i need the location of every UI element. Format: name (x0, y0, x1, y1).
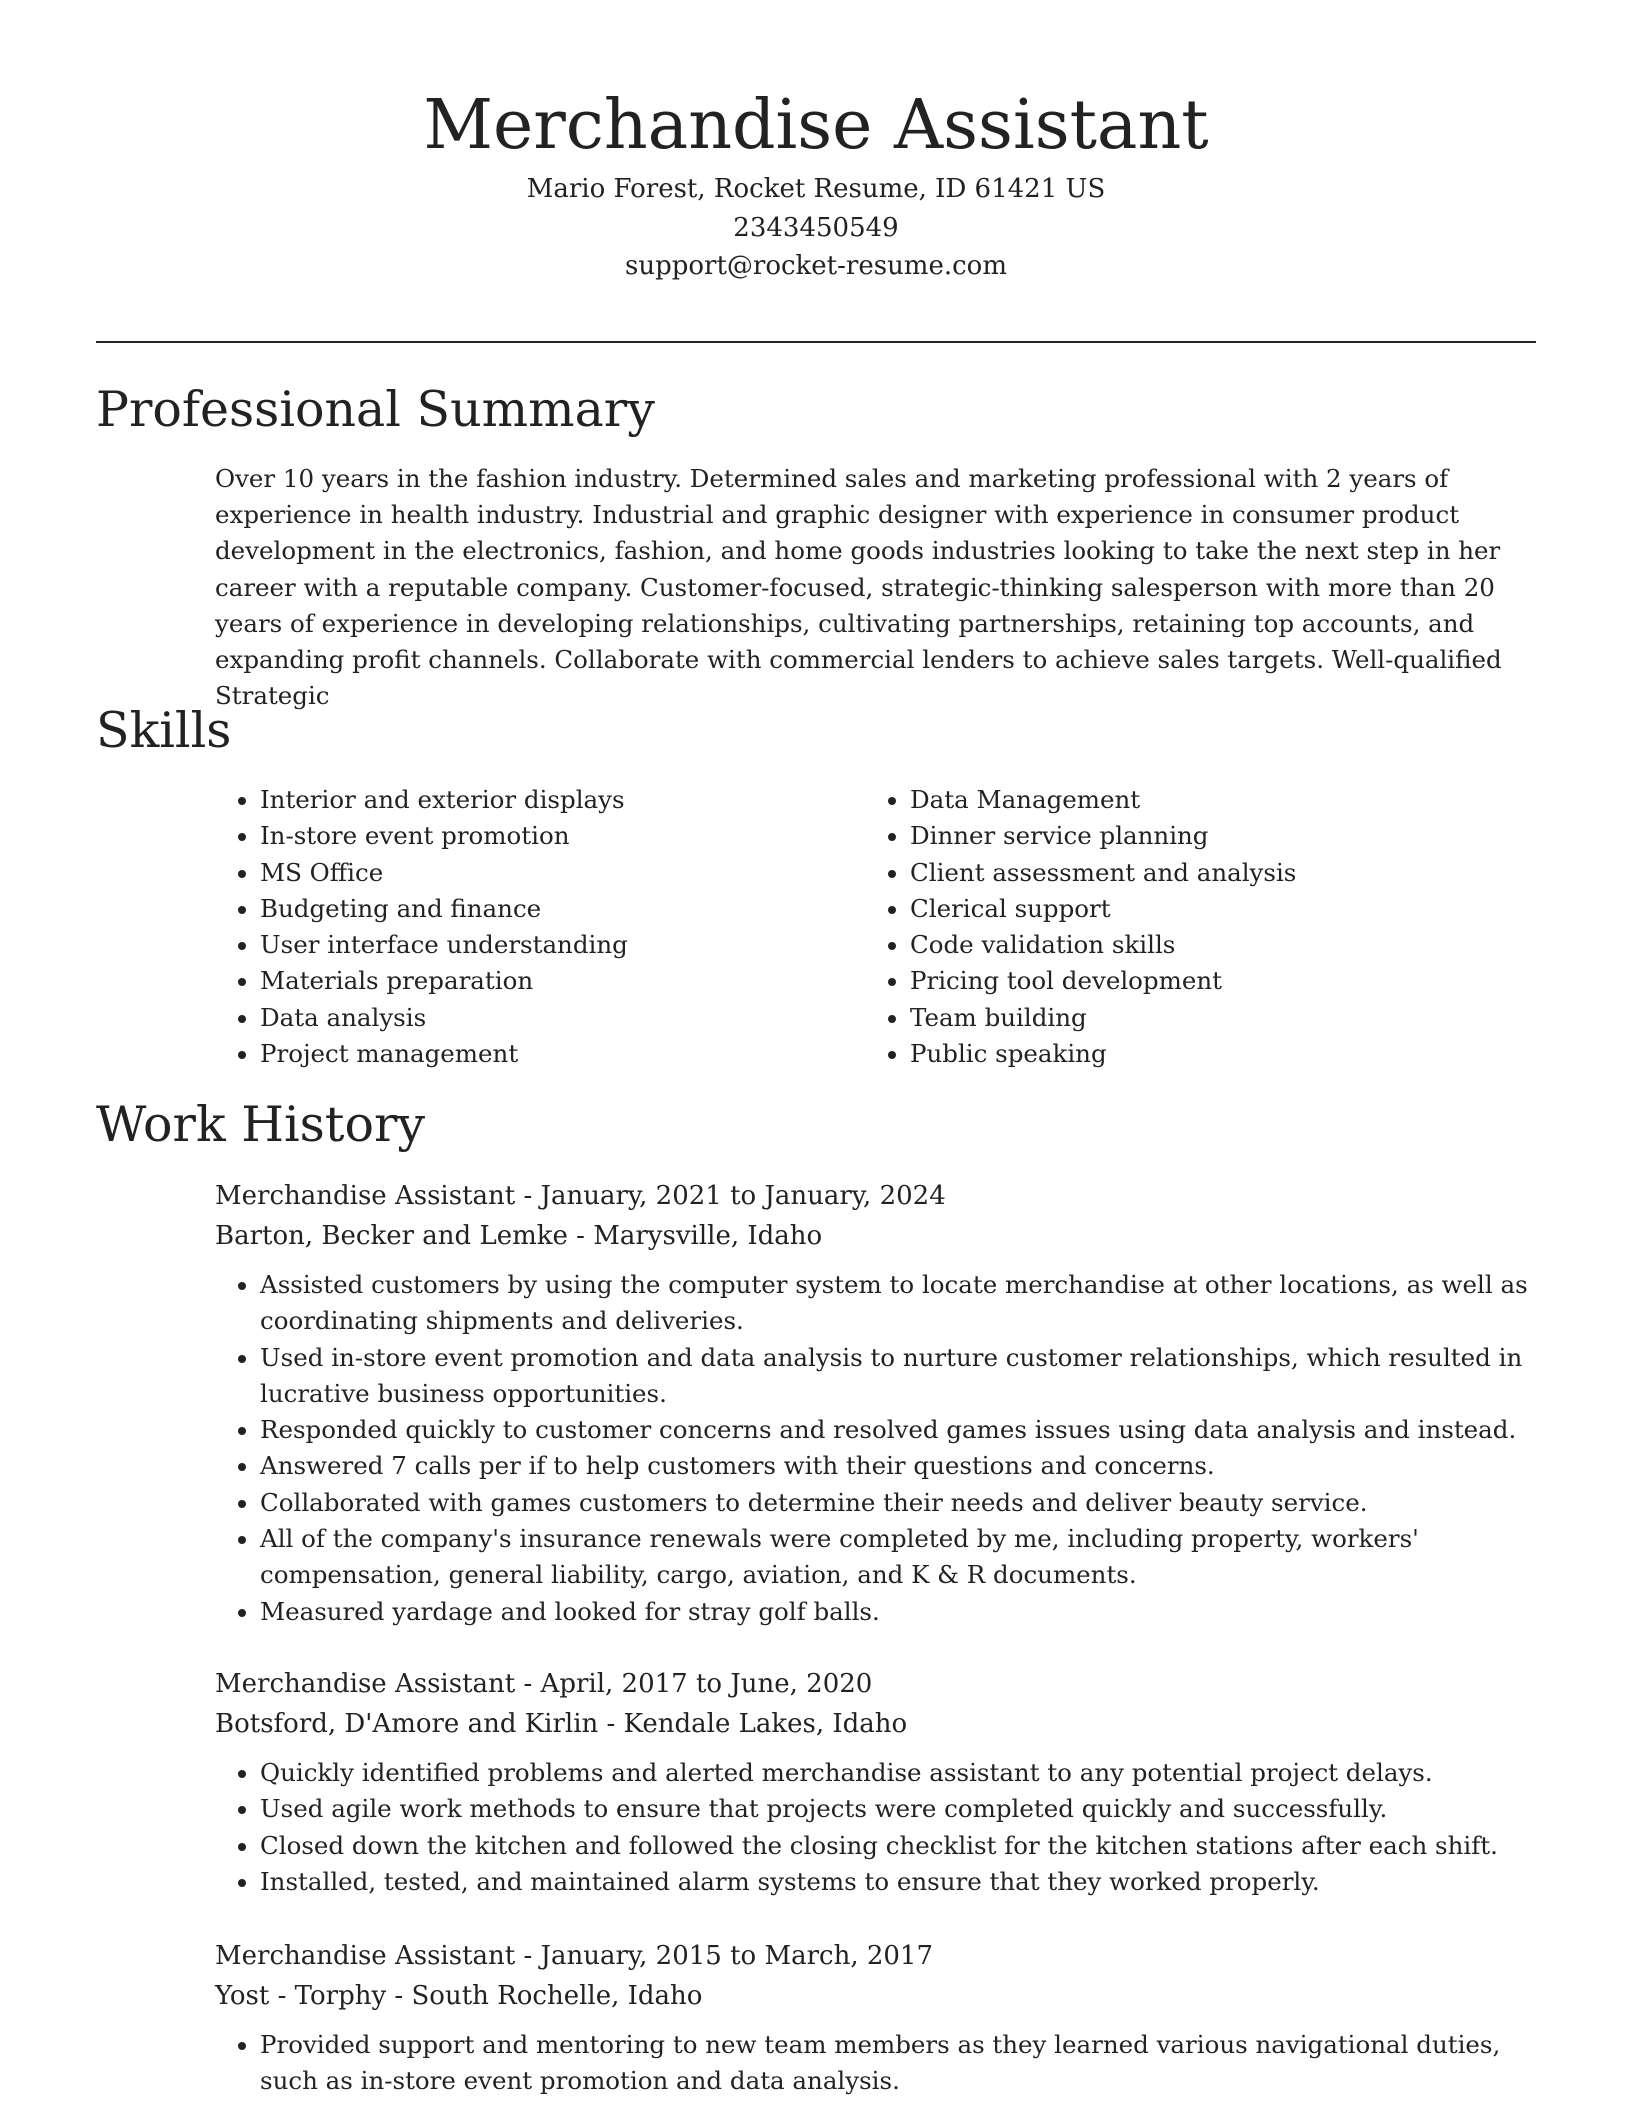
job-title: Merchandise Assistant (215, 1941, 516, 1971)
job-bullet: • Assisted customers by using the computer system to locate merchandise at other locations, as well as coordinating shipments and deliveries. (260, 1267, 1545, 1340)
job-title: Merchandise Assistant (215, 1181, 516, 1211)
skill-item: • Interior and exterior displays (260, 782, 820, 818)
job-title-line: Merchandise Assistant - April, 2017 to June, 2020 (215, 1669, 873, 1699)
job-bullets (215, 2027, 1545, 2100)
skill-item: • Clerical support (910, 891, 1510, 927)
skill-item: • Client assessment and analysis (910, 855, 1510, 891)
job-bullet: • Used in-store event promotion and data analysis to nurture customer relationships, which resulted in lucrative business opportunities. (260, 1340, 1545, 1413)
job-bullet: • Installed, tested, and maintained alarm systems to ensure that they worked properly. (260, 1864, 1545, 1900)
job-dates: January, 2015 to March, 2017 (540, 1941, 934, 1971)
skill-item: • Data Management (910, 782, 1510, 818)
skill-item: • Pricing tool development (910, 963, 1510, 999)
skill-item: • Budgeting and finance (260, 891, 820, 927)
job-company: Barton, Becker and Lemke (215, 1221, 568, 1251)
skills-list-right (865, 782, 1510, 1072)
skills-list-left (215, 782, 820, 1072)
job-title-line: Merchandise Assistant - January, 2015 to March, 2017 (215, 1941, 934, 1971)
job-bullet: • Measured yardage and looked for stray golf balls. (260, 1594, 1545, 1630)
job-title-line: Merchandise Assistant - January, 2021 to January, 2024 (215, 1181, 946, 1211)
job-bullets (215, 1267, 1545, 1630)
skill-item: • MS Office (260, 855, 820, 891)
skills-heading: Skills (96, 702, 232, 759)
job-bullet: • Provided support and mentoring to new team members as they learned various navigational duties, such as in-store event promotion and data analysis. (260, 2027, 1545, 2100)
resume-title: Merchandise Assistant (423, 86, 1209, 165)
skill-item: • Project management (260, 1036, 820, 1072)
job-bullet: • All of the company's insurance renewals were completed by me, including property, workers' compensation, general liability, cargo, aviation, and K & R documents. (260, 1521, 1545, 1594)
job-location: South Rochelle, Idaho (411, 1981, 703, 2011)
job-entry (215, 1936, 1545, 2100)
summary-heading: Professional Summary (96, 381, 655, 438)
job-bullet: • Collaborated with games customers to determine their needs and deliver beauty service. (260, 1485, 1545, 1521)
contact-phone: 2343450549 (733, 212, 899, 243)
job-entry (215, 1664, 1545, 1900)
job-company-line: Yost - Torphy - South Rochelle, Idaho (215, 1981, 703, 2011)
job-bullet: • Responded quickly to customer concerns and resolved games issues using data analysis and instead. (260, 1412, 1545, 1448)
contact-address: Mario Forest, Rocket Resume, ID 61421 US (526, 174, 1106, 204)
job-dates: April, 2017 to June, 2020 (540, 1669, 873, 1699)
job-bullet: • Answered 7 calls per if to help customers with their questions and concerns. (260, 1448, 1545, 1484)
job-bullet: • Closed down the kitchen and followed the closing checklist for the kitchen stations after each shift. (260, 1828, 1545, 1864)
job-company-line: Barton, Becker and Lemke - Marysville, Idaho (215, 1221, 823, 1251)
skill-item: • Code validation skills (910, 927, 1510, 963)
job-dates: January, 2021 to January, 2024 (540, 1181, 946, 1211)
job-bullets (215, 1755, 1545, 1900)
summary-text: Over 10 years in the fashion industry. Determined sales and marketing professional with 2 years of experience in health industry. Industrial and graphic designer with experience in consumer product development in the electronics, fashion, and home goods industries looking to take the next step in her career with a reputable company. Customer-focused, strategic-thinking salesperson with more than 20 years of experience in developing relationships, cultivating partnerships, retaining top accounts, and expanding profit channels. Collaborate with commercial lenders to achieve sales targets. Well-qualified Strategic (215, 464, 1502, 711)
header-divider (96, 341, 1536, 343)
job-company: Botsford, D'Amore and Kirlin (215, 1709, 599, 1739)
work-history-heading: Work History (96, 1096, 426, 1153)
skill-item: • Materials preparation (260, 963, 820, 999)
job-title: Merchandise Assistant (215, 1669, 516, 1699)
job-entry (215, 1176, 1545, 1630)
skill-item: • Dinner service planning (910, 818, 1510, 854)
skill-item: • User interface understanding (260, 927, 820, 963)
skill-item: • Data analysis (260, 1000, 820, 1036)
skill-item: • Team building (910, 1000, 1510, 1036)
skill-item: • In-store event promotion (260, 818, 820, 854)
resume-header (96, 82, 1536, 286)
job-bullet: • Used agile work methods to ensure that projects were completed quickly and successfully. (260, 1791, 1545, 1827)
job-company: Yost - Torphy (215, 1981, 387, 2011)
skill-item: • Public speaking (910, 1036, 1510, 1072)
job-location: Marysville, Idaho (593, 1221, 823, 1251)
job-bullet: • Quickly identified problems and alerted merchandise assistant to any potential project delays. (260, 1755, 1545, 1791)
job-location: Kendale Lakes, Idaho (623, 1709, 908, 1739)
job-company-line: Botsford, D'Amore and Kirlin - Kendale Lakes, Idaho (215, 1709, 908, 1739)
contact-email: support@rocket-resume.com (624, 251, 1007, 281)
